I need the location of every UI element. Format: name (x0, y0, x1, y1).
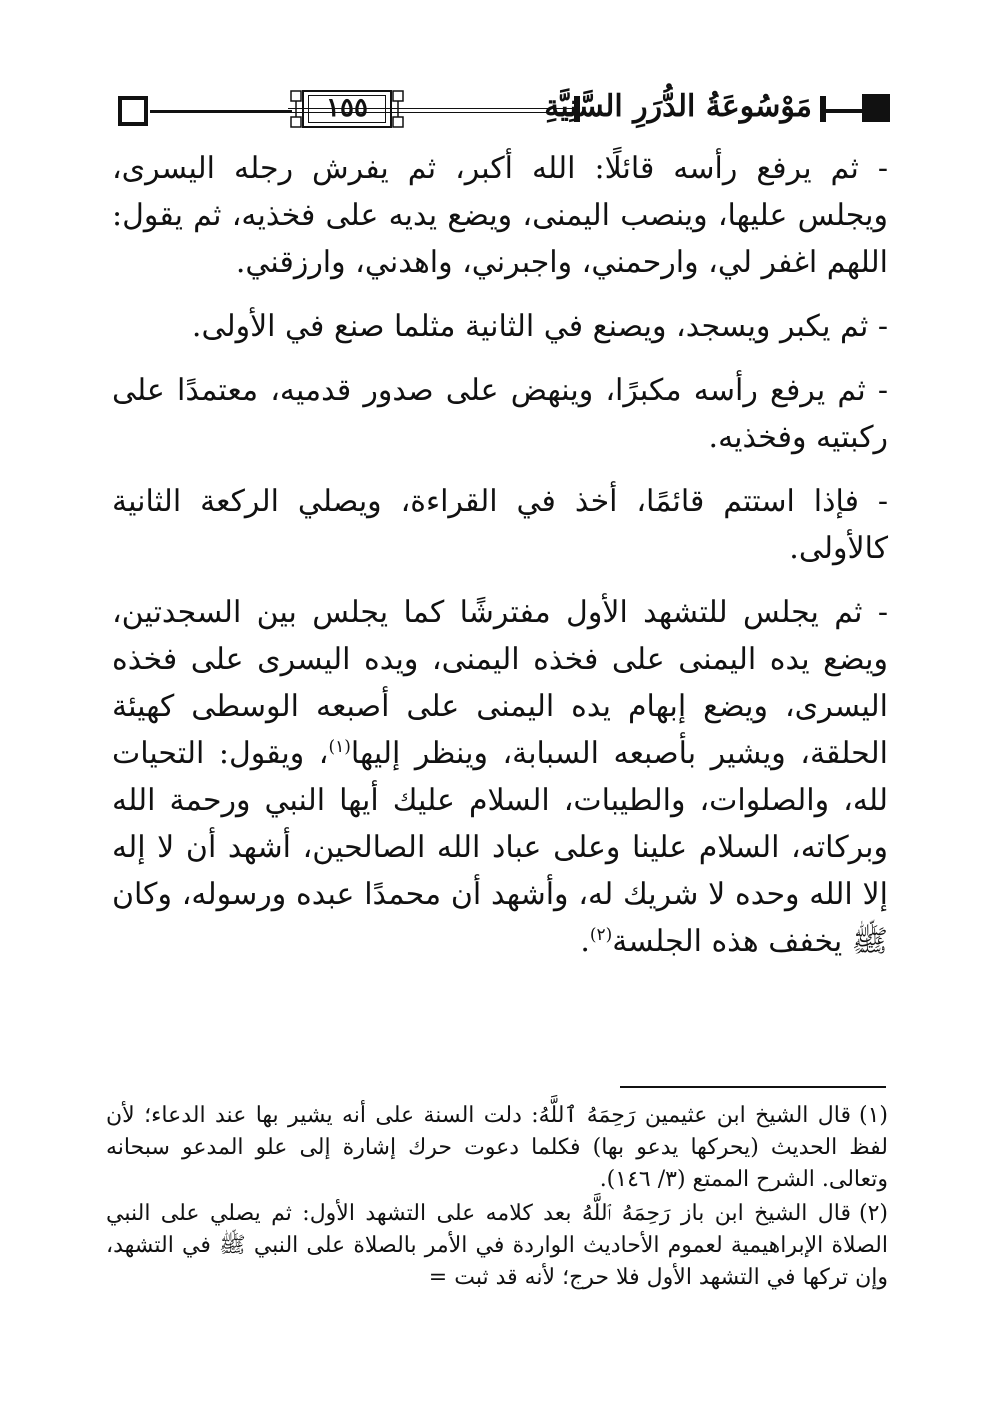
footnote-ref-2[interactable]: (٢) (589, 925, 613, 945)
page-number-frame (290, 88, 408, 130)
frame-knot-left-icon (290, 90, 302, 128)
book-title: مَوْسُوعَةُ الدُّرَرِ السَّنِيَّةِ (544, 89, 812, 124)
page-header (110, 82, 892, 136)
paragraph-tashahhud (112, 589, 888, 965)
paragraph-text: ، ويقول: التحيات لله، والصلوات، والطيبات، السلام عليك أيها النبي ورحمة الله وبركاته، السلام علينا وعلى عباد الله الصالحين، أشهد أن لا إله إلا الله وحده لا شريك له، وأشهد أن محمدًا عبده ورسوله، وكان ﷺ يخفف هذه الجلسة (112, 736, 888, 959)
footnotes (106, 1100, 888, 1296)
header-square-ornament-left (118, 96, 148, 126)
footnote-ref-1[interactable]: (١) (328, 737, 351, 757)
footnote (106, 1100, 888, 1196)
paragraph: - ثم يرفع رأسه قائلًا: الله أكبر، ثم يفرش رجله اليسرى، ويجلس عليها، وينصب اليمنى، ويضع يديه على فخذيه، ثم يقول: اللهم اغفر لي، وارحمني، واجبرني، واهدني، وارزقني. (112, 151, 888, 280)
header-rule-right (826, 109, 864, 113)
paragraph: - فإذا استتم قائمًا، أخذ في القراءة، ويصلي الركعة الثانية كالأولى. (112, 484, 888, 566)
footnote-text: قال الشيخ ابن عثيمين رَحِمَهُ ٱللَّهُ: دلت السنة على أنه يشير بها عند الدعاء؛ لأن لفظ الحديث (يحركها يدعو بها) فكلما دعوت حرك إشارة إلى علو المدعو سبحانه وتعالى. الشرح الممتع (٣/ ١٤٦). (106, 1103, 888, 1192)
header-rule-left (150, 110, 292, 113)
footnote-number: (٢) (858, 1201, 888, 1226)
main-text (112, 145, 888, 965)
footnote-separator (620, 1086, 886, 1088)
paragraph-text: - ثم يجلس للتشهد الأول مفترشًا كما يجلس بين السجدتين، ويضع يده اليمنى على فخذه اليمنى، ويده اليسرى على فخذه اليسرى، ويضع إبهام يده اليمنى على أصبعه الوسطى كهيئة الحلقة، ويشير بأصبعه السبابة، وينظر إليها (112, 595, 889, 771)
frame-knot-right-icon (392, 90, 404, 128)
footnote (106, 1198, 888, 1294)
paragraph-text: . (580, 924, 590, 959)
page-number: ١٥٥ (326, 93, 368, 123)
header-square-ornament-right (862, 94, 890, 122)
paragraph: - ثم يرفع رأسه مكبرًا، وينهض على صدور قدميه، معتمدًا على ركبتيه وفخذيه. (112, 373, 888, 455)
paragraph: - ثم يكبر ويسجد، ويصنع في الثانية مثلما صنع في الأولى. (191, 309, 888, 344)
footnote-number: (١) (858, 1103, 888, 1128)
footnote-text: قال الشيخ ابن باز رَحِمَهُ ٱللَّهُ بعد كلامه على التشهد الأول: ثم يصلي على النبي الصلاة الإبراهيمية لعموم الأحاديث الواردة في الأمر بالصلاة على النبي ﷺ في التشهد، وإن تركها في التشهد الأول فلا حرج؛ لأنه قد ثبت = (106, 1201, 888, 1290)
